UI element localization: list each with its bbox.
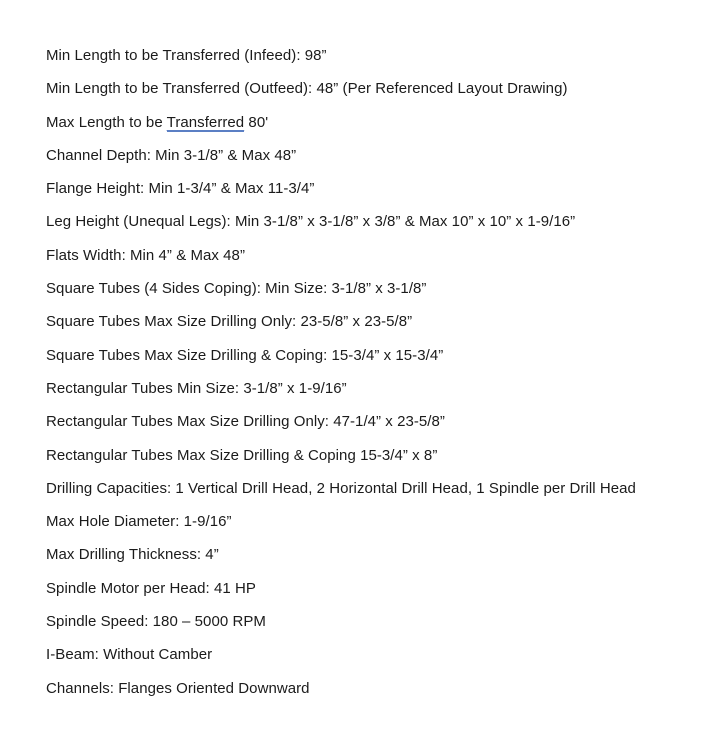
spec-line-rect-tubes-min: Rectangular Tubes Min Size: 3-1/8” x 1-9/16”: [46, 379, 347, 397]
spec-line-square-tubes-max-coping: Square Tubes Max Size Drilling & Coping: 15-3/4” x 15-3/4”: [46, 346, 444, 364]
spec-line-leg-height: Leg Height (Unequal Legs): Min 3-1/8” x 3-1/8” x 3/8” & Max 10” x 10” x 1-9/16”: [46, 213, 576, 231]
spec-line-min-length-outfeed: Min Length to be Transferred (Outfeed): 48” (Per Referenced Layout Drawing): [46, 80, 568, 98]
spec-line-max-drilling-thickness: Max Drilling Thickness: 4”: [46, 546, 219, 564]
spec-line-spindle-speed: Spindle Speed: 180 – 5000 RPM: [46, 613, 266, 631]
spec-line-drilling-capacities: Drilling Capacities: 1 Vertical Drill Head, 2 Horizontal Drill Head, 1 Spindle per Drill Head: [46, 479, 636, 497]
spec-line-square-tubes-min: Square Tubes (4 Sides Coping): Min Size: 3-1/8” x 3-1/8”: [46, 280, 427, 298]
spec-line-min-length-infeed: Min Length to be Transferred (Infeed): 98”: [46, 47, 327, 64]
spec-line-flats-width: Flats Width: Min 4” & Max 48”: [46, 246, 245, 264]
spec-line-flange-height: Flange Height: Min 1-3/4” & Max 11-3/4”: [46, 180, 315, 198]
max-length-text-after: 80': [244, 113, 269, 131]
spec-line-max-length: [46, 113, 706, 146]
spec-line-spindle-motor: Spindle Motor per Head: 41 HP: [46, 579, 256, 597]
spec-line-square-tubes-max-drilling: Square Tubes Max Size Drilling Only: 23-5/8” x 23-5/8”: [46, 313, 413, 331]
max-length-text-before: Max Length to be: [46, 113, 167, 131]
document-body: [46, 46, 706, 712]
spec-line-rect-tubes-max-drilling: Rectangular Tubes Max Size Drilling Only: 47-1/4” x 23-5/8”: [46, 413, 445, 431]
spec-line-i-beam: I-Beam: Without Camber: [46, 646, 213, 664]
spec-line-channel-depth: Channel Depth: Min 3-1/8” & Max 48”: [46, 146, 297, 164]
spellcheck-flagged-word[interactable]: Transferred: [166, 113, 245, 131]
spec-line-rect-tubes-max-coping: Rectangular Tubes Max Size Drilling & Coping 15-3/4” x 8”: [46, 446, 438, 464]
spec-line-max-hole-diameter: Max Hole Diameter: 1-9/16”: [46, 513, 232, 531]
spec-line-channels: Channels: Flanges Oriented Downward: [46, 679, 310, 697]
